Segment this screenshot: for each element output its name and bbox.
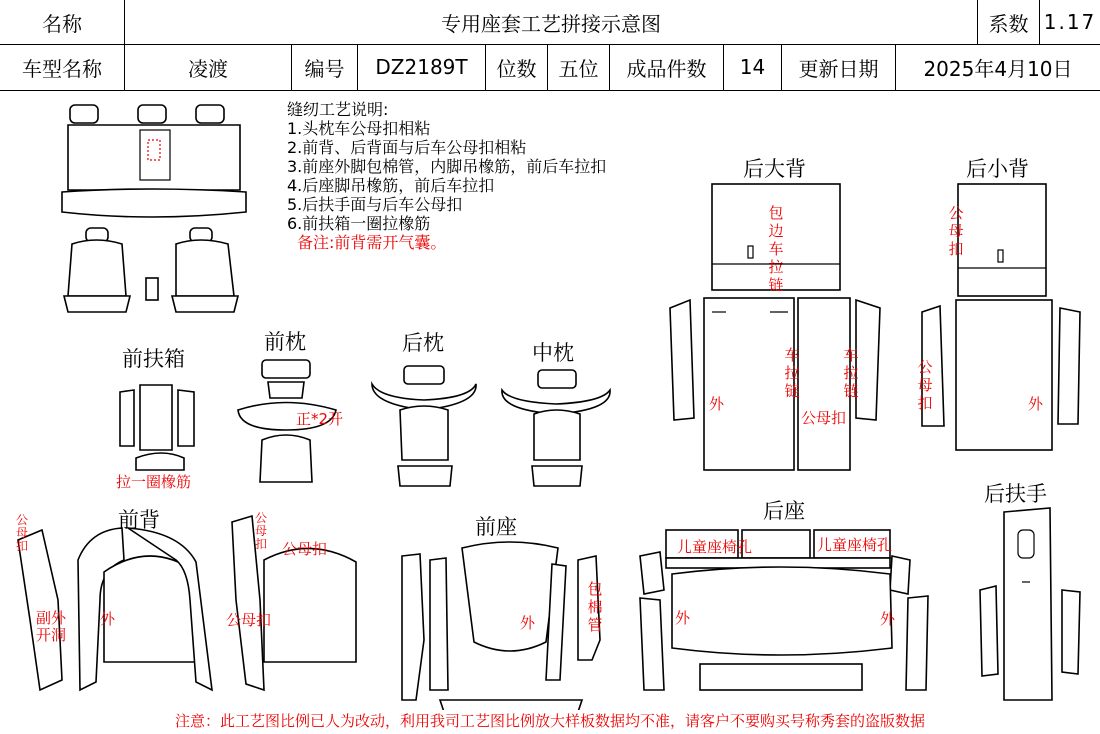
annotation-snap: 公母扣 [282, 540, 328, 558]
sewing-notes [287, 100, 606, 252]
section-front-seat: 前座 [475, 515, 517, 539]
section-front-pillow: 前枕 [264, 330, 306, 354]
rear-armrest-pieces [980, 508, 1080, 700]
note-item: 5.后扶手面与后车公母扣 [287, 195, 463, 214]
seats-label: 位数 [486, 44, 548, 90]
note-item: 3.前座外脚包棉管，内脚吊橡筋，前后车拉扣 [287, 157, 607, 176]
section-rear-armrest: 后扶手 [984, 482, 1047, 506]
coef-label: 系数 [978, 0, 1040, 44]
section-rear-big-back: 后大背 [743, 157, 806, 181]
annotation-outside: 外 [675, 609, 691, 627]
footer-notice: 注意：此工艺图比例已人为改动，利用我司工艺图比例放大样板数据均不准，请客户不要购买号称秀套的盗版数据 [174, 712, 925, 730]
section-front-back: 前背 [118, 508, 160, 532]
annotation-zip-right: 车拉链 [843, 346, 859, 400]
annotation-snap: 公母扣 [801, 409, 847, 427]
notes-remark: 备注:前背需开气囊。 [297, 233, 447, 252]
annotation-zip-wrap: 包边车拉链 [768, 204, 784, 294]
seats-value: 五位 [548, 44, 610, 90]
name-label: 名称 [0, 0, 125, 44]
rear-pillow-pieces [372, 366, 476, 486]
annotation-snap-small-back-side: 公母扣 [917, 358, 933, 412]
pieces-label: 成品件数 [610, 44, 724, 90]
annotation-snap-small-back-top: 公母扣 [948, 204, 964, 258]
model-label: 车型名称 [0, 44, 125, 90]
rear-small-back-pieces [922, 184, 1080, 450]
section-rear-small-back: 后小背 [966, 157, 1029, 181]
annotation-outside: 外 [709, 395, 725, 413]
header-row-1 [0, 0, 1100, 45]
overview-rear-bench [62, 105, 246, 217]
date-label: 更新日期 [782, 44, 896, 90]
code-label: 编号 [292, 44, 358, 90]
annotation-elastic-loop: 拉一圈橡筋 [116, 473, 192, 491]
annotation-snap-front-back-left: 公母扣 [15, 513, 28, 553]
annotation-side-hole: 副外开洞 [36, 609, 67, 644]
note-item: 1.头枕车公母扣相粘 [287, 119, 431, 138]
note-item: 6.前扶箱一圈拉橡筋 [287, 214, 431, 233]
annotation-outside: 外 [520, 614, 536, 632]
annotation-foam-tube: 包棉管 [587, 580, 603, 634]
front-seat-pieces [402, 542, 600, 710]
code-value: DZ2189T [358, 44, 486, 90]
coef-value: 1.17 [1043, 10, 1097, 34]
annotation-snap: 公母扣 [226, 611, 272, 629]
section-rear-seat: 后座 [763, 499, 805, 523]
note-item: 4.后座脚吊橡筋，前后车拉扣 [287, 176, 495, 195]
section-front-box: 前扶箱 [122, 347, 185, 371]
header-row-2 [0, 44, 1100, 91]
front-box-pieces [120, 385, 194, 470]
annotation-zip-left: 车拉链 [784, 346, 800, 400]
page-title: 专用座套工艺拼接示意图 [125, 0, 978, 44]
section-mid-pillow: 中枕 [532, 341, 574, 365]
annotation-open-x2: 正*2开 [296, 410, 344, 428]
annotation-snap-front-back-right: 公母扣 [254, 511, 267, 551]
annotation-child-seat-hole-left: 儿童座椅孔 [677, 538, 753, 556]
model-value: 凌渡 [125, 44, 292, 90]
notes-title: 缝纫工艺说明: [287, 100, 389, 119]
annotation-outside: 外 [880, 610, 896, 628]
pieces-value: 14 [724, 44, 782, 90]
mid-pillow-pieces [502, 370, 610, 486]
annotation-child-seat-hole-right: 儿童座椅孔 [817, 536, 893, 554]
annotation-outside: 外 [100, 610, 116, 628]
date-value: 2025年4月10日 [923, 56, 1073, 81]
overview-front-seats [64, 228, 238, 312]
section-rear-pillow: 后枕 [402, 331, 444, 355]
annotation-outside: 外 [1028, 395, 1044, 413]
note-item: 2.前背、后背面与后车公母扣相粘 [287, 138, 527, 157]
